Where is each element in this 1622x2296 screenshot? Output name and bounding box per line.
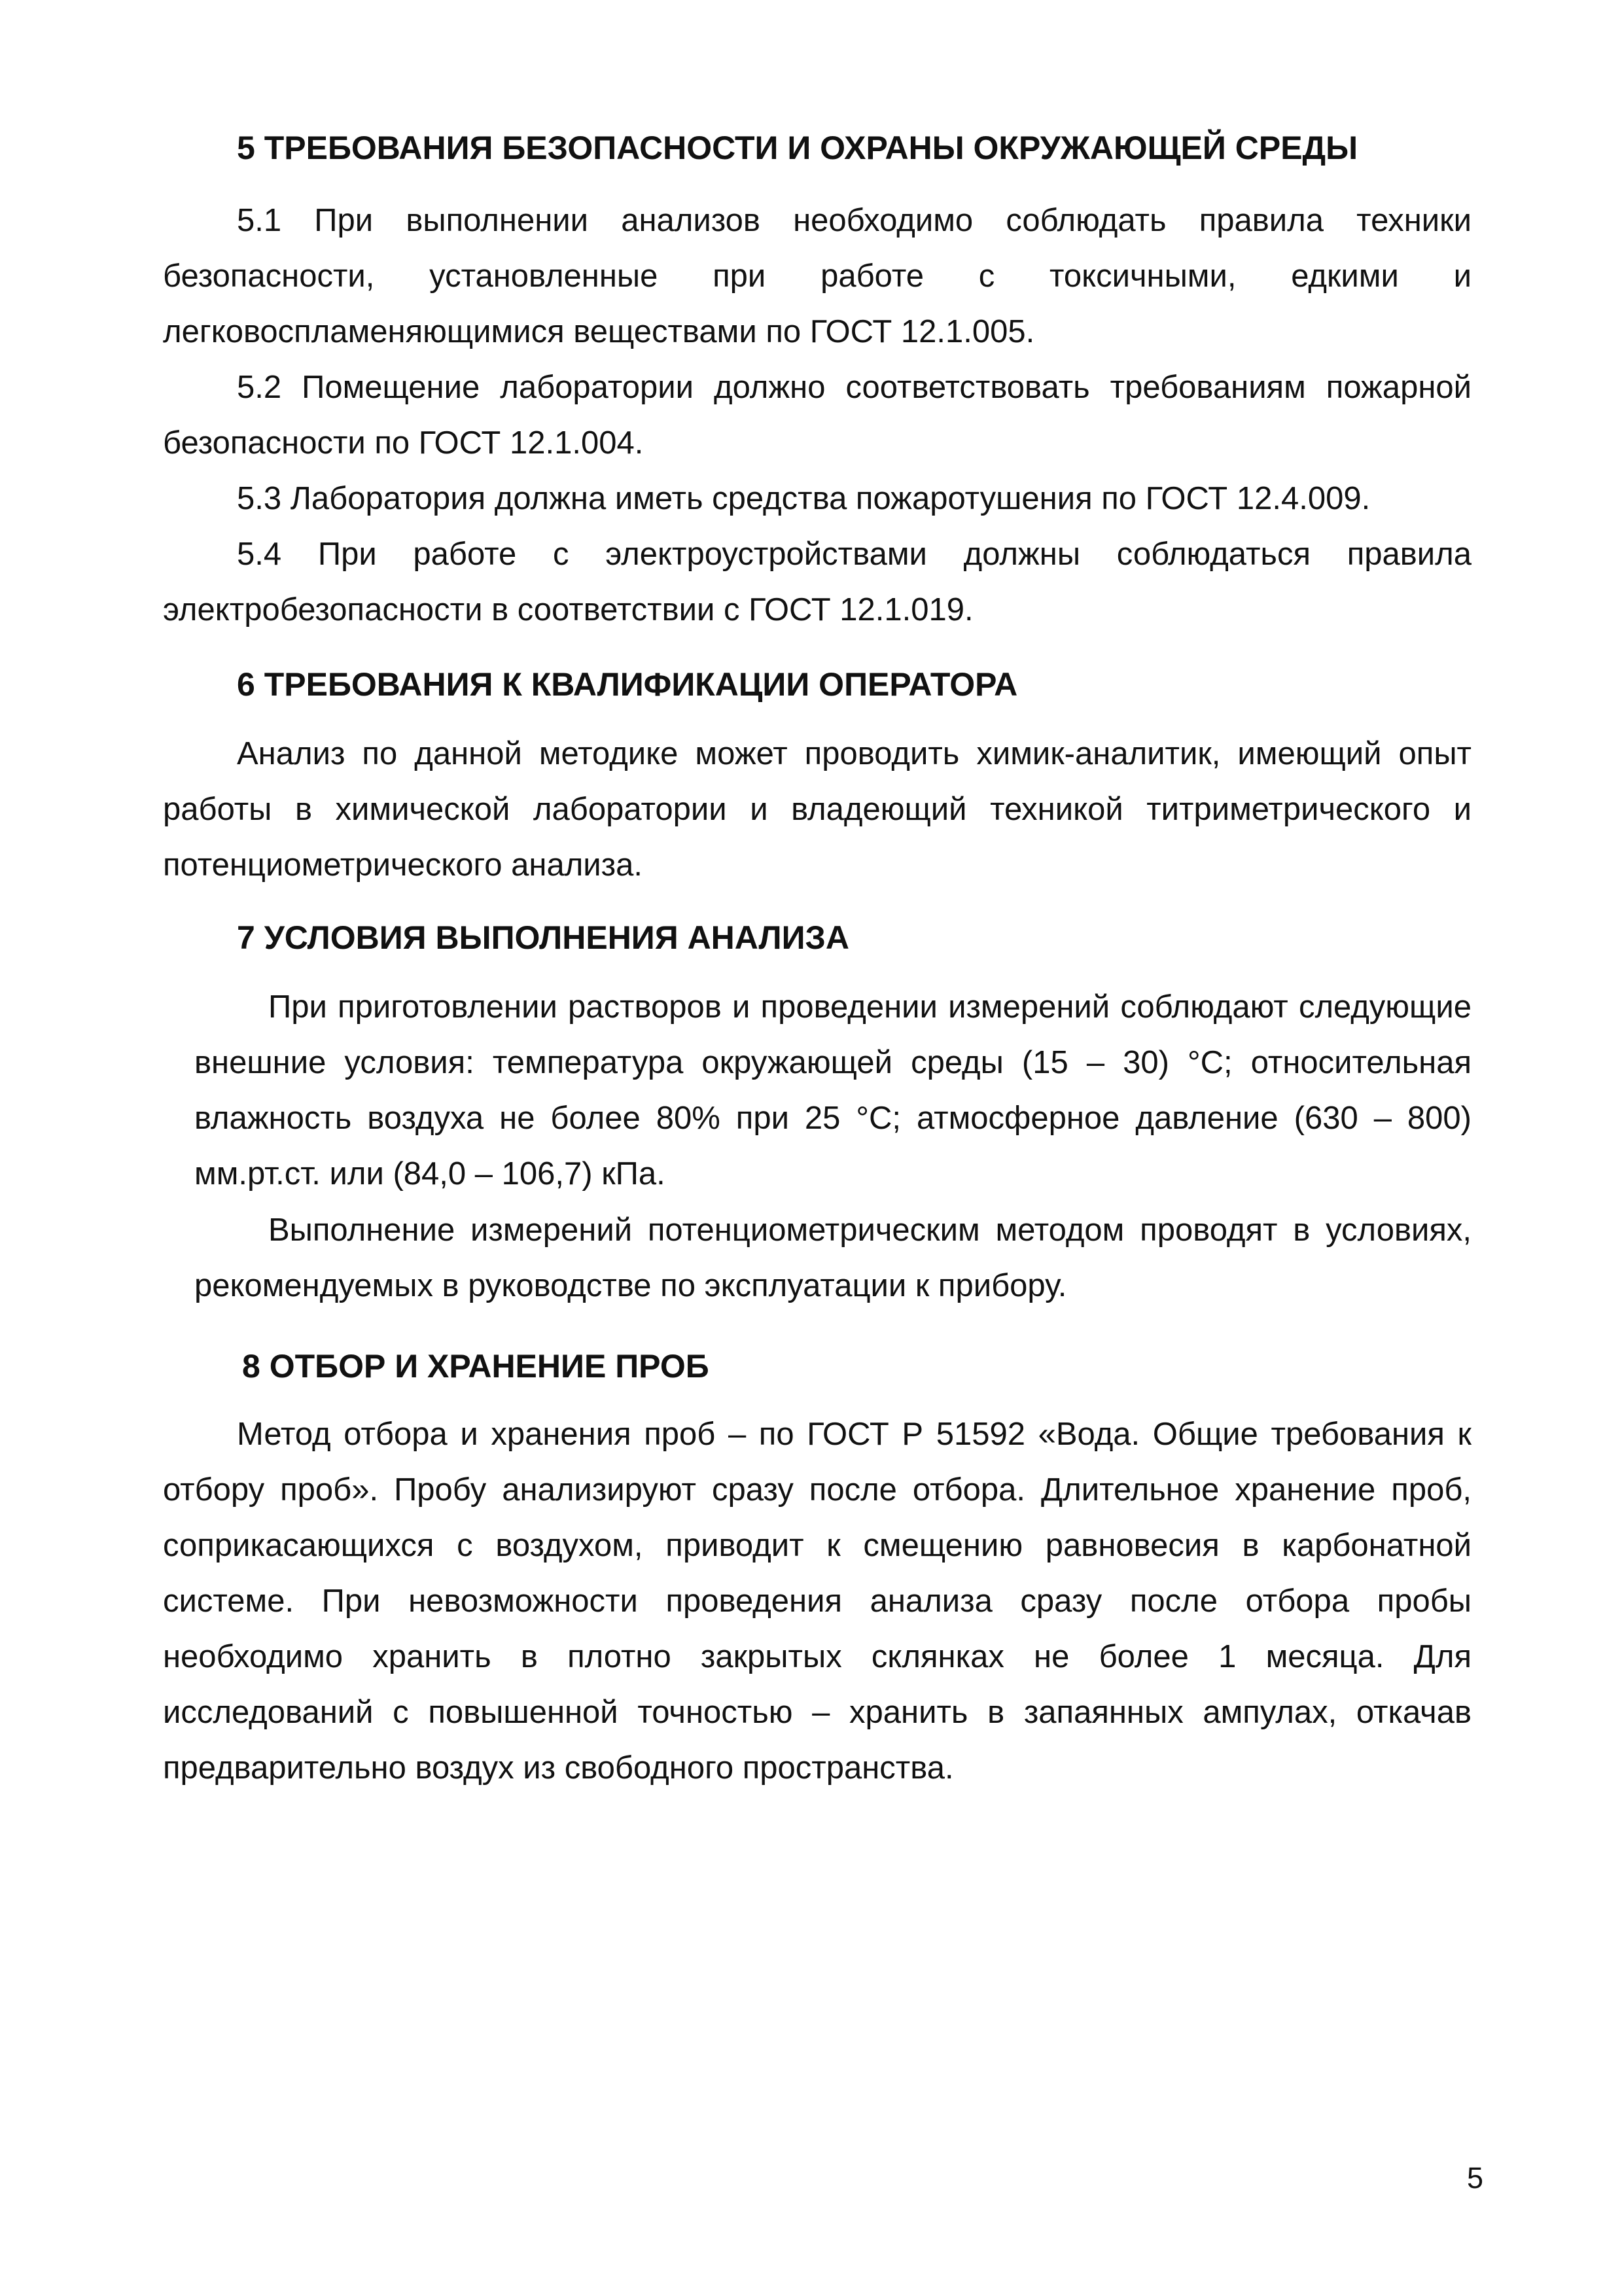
paragraph-7-1: При приготовлении растворов и проведении измерений соблюдают следующие внешние условия: температура окружающей среды (15 – 30) °С; относительная влажность воздуха не более 80% при 25 °С; атмосферное давление (630 – 800) мм.рт.ст. или (84,0 – 106,7) кПа.: [194, 989, 1472, 1192]
page-number: 5: [1466, 2161, 1483, 2195]
paragraph-5-3: 5.3 Лаборатория должна иметь средства пожаротушения по ГОСТ 12.4.009.: [237, 481, 1371, 516]
section-6-heading: 6 ТРЕБОВАНИЯ К КВАЛИФИКАЦИИ ОПЕРАТОРА: [237, 666, 1018, 703]
paragraph-5-2: 5.2 Помещение лаборатории должно соответствовать требованиям пожарной безопасности по ГОСТ 12.1.004.: [163, 370, 1472, 461]
section-8-heading: 8 ОТБОР И ХРАНЕНИЕ ПРОБ: [242, 1348, 709, 1385]
paragraph-5-1: 5.1 При выполнении анализов необходимо соблюдать правила техники безопасности, установленные при работе с токсичными, едкими и легковоспламеняющимися веществами по ГОСТ 12.1.005.: [163, 203, 1472, 349]
paragraph-6-1: Анализ по данной методике может проводить химик-аналитик, имеющий опыт работы в химической лаборатории и владеющий техникой титриметрического и потенциометрического анализа.: [163, 736, 1472, 883]
paragraph-5-4: 5.4 При работе с электроустройствами должны соблюдаться правила электробезопасности в соответствии с ГОСТ 12.1.019.: [163, 537, 1472, 627]
section-7-heading: 7 УСЛОВИЯ ВЫПОЛНЕНИЯ АНАЛИЗА: [237, 919, 849, 956]
paragraph-8-1: Метод отбора и хранения проб – по ГОСТ Р 51592 «Вода. Общие требования к отбору проб». Пробу анализируют сразу после отбора. Длительное хранение проб, соприкасающихся с воздухом, приводит к смещению равновесия в карбонатной системе. При невозможности проведения анализа сразу после отбора пробы необходимо хранить в плотно закрытых склянках не более 1 месяца. Для исследований с повышенной точностью – хранить в запаянных ампулах, откачав предварительно воздух из свободного пространства.: [163, 1417, 1472, 1786]
paragraph-7-2: Выполнение измерений потенциометрическим методом проводят в условиях, рекомендуемых в руководстве по эксплуатации к прибору.: [194, 1212, 1472, 1303]
section-5-heading: 5 ТРЕБОВАНИЯ БЕЗОПАСНОСТИ И ОХРАНЫ ОКРУЖАЮЩЕЙ СРЕДЫ: [237, 130, 1358, 166]
